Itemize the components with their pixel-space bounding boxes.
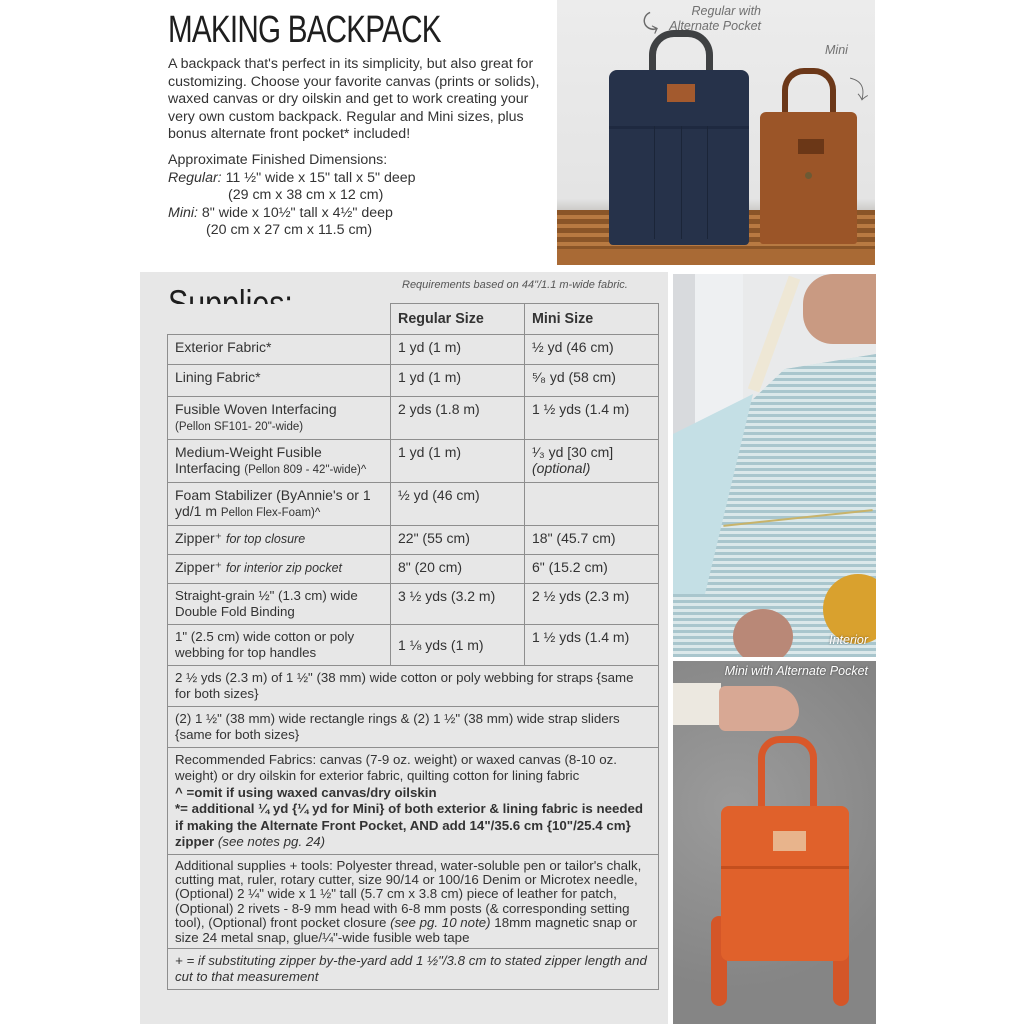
hand: [803, 274, 876, 344]
regular-cell: ½ yd (46 cm): [391, 482, 525, 525]
table-row-rings: [168, 706, 659, 747]
table-header-row: [168, 304, 659, 335]
table-row: [168, 439, 659, 482]
intro-section: [168, 6, 553, 240]
see-notes-reference: (see notes pg. 24): [214, 834, 326, 849]
mini-label: Mini:: [168, 204, 198, 221]
regular-cell: 1 yd (1 m): [391, 334, 525, 364]
item-cell: [168, 525, 391, 554]
mini-value: ¹⁄₃ yd [30 cm]: [532, 443, 614, 460]
mini-cell: [525, 439, 659, 482]
curved-arrow-icon: ⤵: [845, 76, 872, 105]
leather-patch: [667, 84, 695, 102]
header-regular-size: Regular Size: [391, 304, 525, 335]
regular-backpack: [609, 70, 749, 245]
caption-mini: Mini: [825, 43, 848, 57]
item-cell: [168, 482, 391, 525]
item-detail: Pellon Flex-Foam)^: [220, 507, 321, 519]
pleat-seam: [681, 126, 682, 239]
mini-cell: 1 ½ yds (1.4 m): [525, 624, 659, 665]
sleeve: [673, 683, 721, 725]
zipper-note-cell: [168, 948, 659, 989]
pocket-band: [609, 126, 749, 129]
mini-cell: 6" (15.2 cm): [525, 554, 659, 583]
regular-cell: 1 yd (1 m): [391, 439, 525, 482]
additional-tools-cell: [168, 854, 659, 948]
supplies-table: [167, 303, 659, 990]
tools-reference: (see pg. 10 note): [390, 915, 491, 931]
supplies-panel: [140, 272, 668, 1024]
item-name: Zipper⁺: [175, 558, 223, 575]
table-row-straps: [168, 665, 659, 706]
hand: [719, 686, 799, 731]
pleat-seam: [654, 126, 655, 239]
mini-cell: [525, 482, 659, 525]
table-row: [168, 334, 659, 364]
table-row: [168, 396, 659, 439]
table-row: [168, 624, 659, 665]
item-cell: Lining Fabric*: [168, 364, 391, 396]
mini-backpack: [760, 112, 857, 244]
table-row: [168, 364, 659, 396]
mini-imperial: 8" wide x 10½" tall x 4½" deep: [197, 204, 393, 221]
table-row-tools: [168, 854, 659, 948]
recommended-fabrics: Recommended Fabrics: canvas (7-9 oz. weight) or waxed canvas (8-10 oz. weight) or dry oilskin for exterior fabric, quilting cotton for lining fabric: [175, 751, 617, 783]
item-detail: (Pellon 809 - 42"-wide)^: [244, 464, 367, 476]
header-blank: [168, 304, 391, 335]
regular-label: Regular:: [168, 169, 222, 186]
item-name: Zipper⁺: [175, 529, 223, 546]
dimensions-heading: Approximate Finished Dimensions:: [168, 151, 388, 168]
alternate-pocket-note: *= additional ¼ yd {¼ yd for Mini} of both exterior & lining fabric is needed if making the Alternate Front Pocket, AND add 14"/35.6 cm {10"/25.4 cm} zipper: [175, 801, 644, 849]
table-row: [168, 482, 659, 525]
regular-metric: (29 cm x 38 cm x 12 cm): [228, 187, 384, 204]
item-detail: for top closure: [225, 531, 306, 546]
zipper-note: + = if substituting zipper by-the-yard add 1 ½"/3.8 cm to stated zipper length and cut to that measurement: [175, 952, 647, 985]
table-row: [168, 554, 659, 583]
table-row-recommended: [168, 747, 659, 854]
tools-text: Additional supplies + tools: Polyester thread, water-soluble pen or tailor's chalk, cutting mat, ruler, rotary cutter, size 90/14 or 100/16 Denim or Microtex needle, (Optional) 2 ¼" wide x 1 ½" tall (5.7 cm x 3.8 cm) piece of leather for patch, (Optional) 2 rivets - 8-9 mm head with 6-8 mm posts (& corresponding setting tool), (Optional) front pocket closure: [175, 857, 642, 931]
regular-cell: 22" (55 cm): [391, 525, 525, 554]
item-cell: [168, 439, 391, 482]
interior-label: Interior: [829, 633, 868, 647]
finished-dimensions: [168, 152, 553, 240]
item-cell: [168, 554, 391, 583]
page-title: MAKING BACKPACK: [168, 9, 441, 51]
table-row-zipper-note: [168, 948, 659, 989]
mini-cell: ⁵⁄₈ yd (58 cm): [525, 364, 659, 396]
mini-label: Mini with Alternate Pocket: [724, 664, 868, 678]
item-detail: for interior zip pocket: [225, 560, 342, 575]
optional-note: (optional): [532, 460, 591, 476]
straps-cell: 2 ½ yds (2.3 m) of 1 ½" (38 mm) wide cotton or poly webbing for straps {same for both sizes}: [168, 665, 659, 706]
recommended-fabrics-cell: [168, 747, 659, 854]
mini-dimensions: [168, 205, 553, 223]
mini-alternate-pocket-photo: [673, 661, 876, 1024]
mini-cell: 2 ½ yds (2.3 m): [525, 583, 659, 624]
backpacks-photo: [557, 0, 875, 265]
mini-metric: (20 cm x 27 cm x 11.5 cm): [206, 222, 373, 239]
requirements-note: Requirements based on 44"/1.1 m-wide fabric.: [402, 279, 628, 291]
shelf-edge: [557, 249, 875, 265]
regular-cell: 2 yds (1.8 m): [391, 396, 525, 439]
item-cell: 1" (2.5 cm) wide cotton or poly webbing for top handles: [168, 624, 391, 665]
curved-arrow-icon: ⤹: [638, 8, 660, 37]
tools-text-continued: 18mm magnetic snap or size 24 metal snap, glue/¼"-wide fusible web tape: [175, 915, 637, 945]
orange-mini-backpack: [721, 806, 849, 961]
caption-regular: Regular with Alternate Pocket: [669, 4, 761, 33]
mini-cell: 1 ½ yds (1.4 m): [525, 396, 659, 439]
leather-patch: [798, 139, 824, 154]
item-cell: [168, 396, 391, 439]
regular-cell: 3 ½ yds (3.2 m): [391, 583, 525, 624]
item-name: Fusible Woven Interfacing: [175, 400, 337, 417]
header-mini-size: Mini Size: [525, 304, 659, 335]
item-cell: Exterior Fabric*: [168, 334, 391, 364]
regular-dimensions: [168, 170, 553, 188]
leather-patch: [773, 831, 806, 851]
snap-closure: [805, 172, 812, 179]
item-name: Foam Stabilizer (ByAnnie's or 1 yd/1 m: [175, 486, 371, 519]
pleat-seam: [707, 126, 708, 239]
item-detail: (Pellon SF101- 20"-wide): [175, 421, 304, 433]
item-name: Medium-Weight Fusible Interfacing: [175, 443, 322, 476]
regular-imperial: 11 ½" wide x 15" tall x 5" deep: [221, 169, 416, 186]
regular-cell: 8" (20 cm): [391, 554, 525, 583]
table-row: [168, 583, 659, 624]
pink-yarn: [733, 609, 793, 657]
pocket-band: [721, 866, 849, 869]
mini-cell: ½ yd (46 cm): [525, 334, 659, 364]
regular-cell: 1 ⅛ yds (1 m): [391, 624, 525, 665]
table-row: [168, 525, 659, 554]
regular-cell: 1 yd (1 m): [391, 364, 525, 396]
mini-cell: 18" (45.7 cm): [525, 525, 659, 554]
intro-description: A backpack that's perfect in its simplicity, but also great for customizing. Choose your favorite canvas (prints or solids), waxed canvas or dry oilskin and get to work creating your very own custom backpack. Regular and Mini sizes, plus bonus alternate front pocket* included!: [168, 56, 540, 143]
omit-note: ^ =omit if using waxed canvas/dry oilskin: [175, 784, 437, 800]
interior-photo: [673, 274, 876, 657]
item-cell: Straight-grain ½" (1.3 cm) wide Double Fold Binding: [168, 583, 391, 624]
rings-cell: (2) 1 ½" (38 mm) wide rectangle rings & (2) 1 ½" (38 mm) wide strap sliders {same for both sizes}: [168, 706, 659, 747]
